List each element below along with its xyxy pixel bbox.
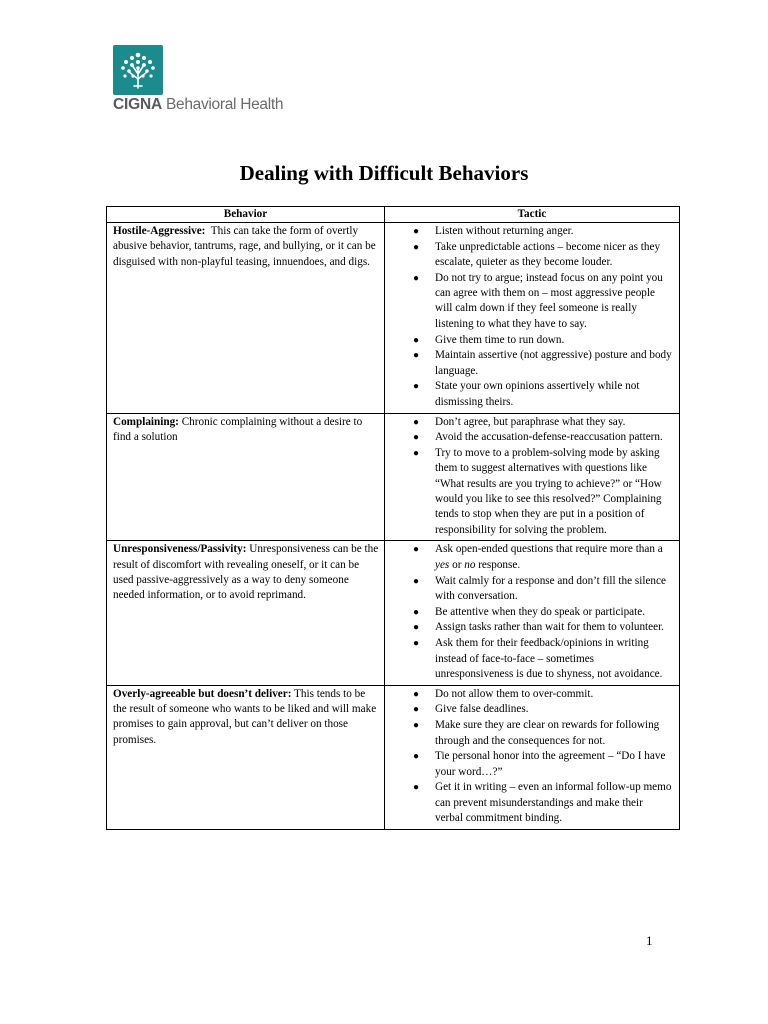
bullet-icon: ● bbox=[413, 704, 420, 716]
tactic-item bbox=[385, 636, 673, 682]
table-row bbox=[107, 685, 680, 829]
tactic-item bbox=[385, 702, 673, 717]
tactic-item bbox=[385, 749, 673, 780]
bullet-icon: ● bbox=[413, 638, 420, 650]
tactic-text: Avoid the accusation-defense-reaccusation pattern. bbox=[435, 431, 663, 444]
tactic-text: Be attentive when they do speak or participate. bbox=[435, 605, 646, 618]
division-name: Behavioral Health bbox=[161, 96, 284, 113]
page-number: 1 bbox=[646, 933, 653, 948]
tactic-item bbox=[385, 415, 673, 430]
tactic-item bbox=[385, 271, 673, 332]
tactic-item bbox=[385, 430, 673, 445]
column-header-behavior: Behavior bbox=[107, 207, 385, 223]
behaviors-table bbox=[106, 206, 680, 830]
table-row bbox=[107, 413, 680, 541]
tactic-item bbox=[385, 605, 673, 620]
tactic-list bbox=[385, 687, 673, 827]
bullet-icon: ● bbox=[413, 416, 420, 428]
tactic-item bbox=[385, 446, 673, 538]
tactic-text: Don’t agree, but paraphrase what they say. bbox=[435, 415, 626, 428]
tactic-item bbox=[385, 620, 673, 635]
tactic-item bbox=[385, 240, 673, 271]
tactic-item bbox=[385, 348, 673, 379]
tactic-item bbox=[385, 574, 673, 605]
tactic-text: Give them time to run down. bbox=[435, 333, 565, 346]
tactic-text: Ask them for their feedback/opinions in writing instead of face-to-face – sometimes unresponsiveness is due to shyness, not avoidance. bbox=[435, 637, 663, 680]
bullet-icon: ● bbox=[413, 575, 420, 587]
behavior-name: Complaining: bbox=[113, 415, 179, 428]
brand-name bbox=[113, 96, 283, 114]
tactic-text: Do not allow them to over-commit. bbox=[435, 687, 594, 700]
table-row bbox=[107, 541, 680, 685]
tactic-list bbox=[385, 542, 673, 682]
tactic-item bbox=[385, 333, 673, 348]
tactic-text: Try to move to a problem-solving mode by asking them to suggest alternatives with questions like “What results are you trying to achieve?” or “How would you like to see this resolved?” Complaining tends to stop when they are put in a position of responsibility for solving the problem. bbox=[435, 447, 662, 536]
tactic-text: Tie personal honor into the agreement – “Do I have your word…?” bbox=[435, 750, 666, 778]
behavior-name: Overly-agreeable but doesn’t deliver: bbox=[113, 687, 292, 700]
column-header-tactic: Tactic bbox=[385, 207, 680, 223]
behavior-name: Unresponsiveness/Passivity: bbox=[113, 543, 247, 556]
behavior-description: Unresponsiveness can be the result of discomfort with revealing oneself, or it can be used passive-aggressively as a way to deny someone needed information, or to avoid reprimand. bbox=[113, 543, 381, 602]
document-title: Dealing with Difficult Behaviors bbox=[239, 161, 529, 185]
tactic-item bbox=[385, 780, 673, 826]
tactic-text: Do not try to argue; instead focus on any point you can agree with them on – most aggressive people will calm down if they feel someone is really listening to what they have to say. bbox=[435, 271, 663, 330]
tactic-cell bbox=[385, 413, 680, 541]
table-header-row bbox=[107, 207, 680, 223]
bullet-icon: ● bbox=[413, 720, 420, 732]
behavior-cell bbox=[107, 685, 385, 829]
bullet-icon: ● bbox=[413, 381, 420, 393]
tactic-cell bbox=[385, 685, 680, 829]
bullet-icon: ● bbox=[413, 226, 420, 237]
tactic-text: Give false deadlines. bbox=[435, 703, 529, 716]
tactic-text: Wait calmly for a response and don’t fill the silence with conversation. bbox=[435, 574, 666, 602]
tactic-text: Ask open-ended questions that require more than a yes or no response. bbox=[435, 543, 663, 571]
bullet-icon: ● bbox=[413, 241, 420, 253]
company-name: CIGNA bbox=[113, 96, 162, 113]
bullet-icon: ● bbox=[413, 350, 420, 362]
bullet-icon: ● bbox=[413, 432, 420, 444]
bullet-icon: ● bbox=[413, 622, 420, 634]
tactic-text: Maintain assertive (not aggressive) posture and body language. bbox=[435, 349, 672, 377]
bullet-icon: ● bbox=[413, 688, 420, 700]
behavior-description: This can take the form of overtly abusive behavior, tantrums, rage, and bullying, or it can be disguised with non-playful teasing, innuendoes, and digs. bbox=[113, 225, 379, 268]
tactic-text: Listen without returning anger. bbox=[435, 225, 574, 237]
tactic-item bbox=[385, 379, 673, 410]
bullet-icon: ● bbox=[413, 448, 420, 460]
bullet-icon: ● bbox=[413, 606, 420, 618]
tactic-list bbox=[385, 224, 673, 410]
behavior-name: Hostile-Aggressive: bbox=[113, 225, 206, 237]
behavior-cell bbox=[107, 541, 385, 685]
bullet-icon: ● bbox=[413, 782, 420, 794]
tactic-text: Take unpredictable actions – become nicer as they escalate, quieter as they become louder. bbox=[435, 240, 661, 269]
behavior-cell bbox=[107, 223, 385, 414]
tactic-item bbox=[385, 687, 673, 702]
bullet-icon: ● bbox=[413, 544, 420, 556]
tactic-item bbox=[385, 542, 673, 573]
bullet-icon: ● bbox=[413, 751, 420, 763]
tactic-list bbox=[385, 415, 673, 538]
tactic-item bbox=[385, 224, 673, 239]
tactic-text: State your own opinions assertively while not dismissing theirs. bbox=[435, 380, 640, 408]
table-row bbox=[107, 223, 680, 414]
behavior-description: Chronic complaining without a desire to find a solution bbox=[113, 415, 366, 443]
tactic-cell bbox=[385, 541, 680, 685]
bullet-icon: ● bbox=[413, 272, 420, 284]
behavior-cell bbox=[107, 413, 385, 541]
tactic-item bbox=[385, 718, 673, 749]
tactic-text: Make sure they are clear on rewards for following through and the consequences for not. bbox=[435, 719, 660, 747]
tactic-text: Assign tasks rather than wait for them to volunteer. bbox=[435, 621, 664, 634]
tree-icon bbox=[113, 45, 163, 95]
cigna-logo-mark bbox=[113, 45, 163, 95]
tactic-cell bbox=[385, 223, 680, 414]
bullet-icon: ● bbox=[413, 334, 420, 346]
behavior-description: This tends to be the result of someone who wants to be liked and will make promises to gain approval, but can’t deliver on those promises. bbox=[113, 687, 379, 746]
tactic-text: Get it in writing – even an informal follow-up memo can prevent misunderstandings and make their verbal commitment binding. bbox=[435, 781, 672, 824]
